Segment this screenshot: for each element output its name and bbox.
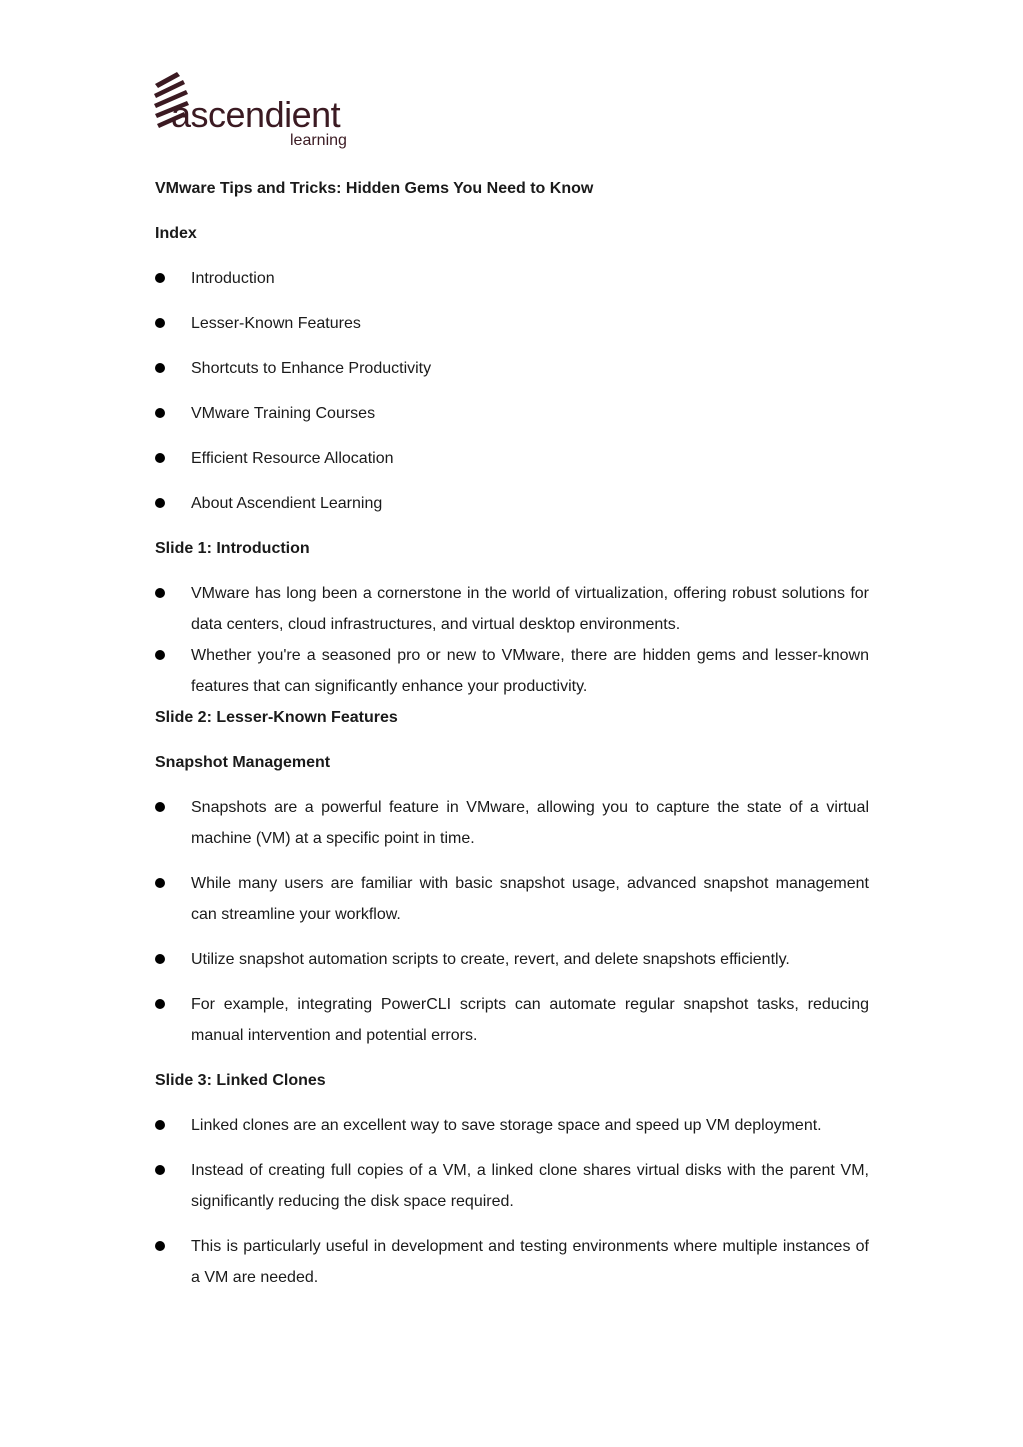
bullet-icon [155,954,165,964]
logo-mark [153,70,353,152]
bullet-icon [155,878,165,888]
list-item [155,792,869,854]
index-list [155,263,869,519]
list-item [155,640,869,702]
list-item [155,578,869,640]
slide2-heading: Slide 2: Lesser-Known Features [155,709,398,726]
list-item-text: Introduction [191,270,275,287]
slide1-heading: Slide 1: Introduction [155,540,310,557]
list-item [155,443,869,474]
list-item [155,353,869,384]
list-item-text: Snapshots are a powerful feature in VMware, allowing you to capture the state of a virtual machine (VM) at a specific point in time. [191,799,869,847]
bullet-icon [155,999,165,1009]
list-item [155,989,869,1051]
list-item-text: While many users are familiar with basic snapshot usage, advanced snapshot management can streamline your workflow. [191,875,869,923]
logo-brand-text: ascendient [171,94,341,135]
index-heading: Index [155,225,197,242]
bullet-icon [155,318,165,328]
bullet-icon [155,408,165,418]
list-item-text: Efficient Resource Allocation [191,450,394,467]
bullet-icon [155,1165,165,1175]
bullet-icon [155,363,165,373]
list-item-text: Utilize snapshot automation scripts to create, revert, and delete snapshots efficiently. [191,951,790,968]
bullet-icon [155,453,165,463]
list-item-text: About Ascendient Learning [191,495,383,512]
list-item-text: This is particularly useful in development and testing environments where multiple instances of a VM are needed. [191,1238,869,1286]
list-item-text: Whether you're a seasoned pro or new to VMware, there are hidden gems and lesser-known features that can significantly enhance your productivity. [191,647,869,695]
document-title: VMware Tips and Tricks: Hidden Gems You Need to Know [155,180,594,197]
list-item-text: VMware has long been a cornerstone in the world of virtualization, offering robust solutions for data centers, cloud infrastructures, and virtual desktop environments. [191,585,869,633]
bullet-icon [155,802,165,812]
bullet-icon [155,1120,165,1130]
list-item [155,488,869,519]
bullet-icon [155,1241,165,1251]
list-item [155,398,869,429]
list-item-text: VMware Training Courses [191,405,376,422]
slide3-list [155,1110,869,1293]
list-item [155,263,869,294]
bullet-icon [155,273,165,283]
slide2-subheading: Snapshot Management [155,754,331,771]
list-item [155,1231,869,1293]
list-item [155,944,869,975]
bullet-icon [155,588,165,598]
list-item-text: Shortcuts to Enhance Productivity [191,360,432,377]
bullet-icon [155,498,165,508]
logo-sub-text: learning [290,132,347,149]
list-item-text: For example, integrating PowerCLI scripts can automate regular snapshot tasks, reducing manual intervention and potential errors. [191,996,869,1044]
list-item-text: Instead of creating full copies of a VM, a linked clone shares virtual disks with the parent VM, significantly reducing the disk space required. [191,1162,869,1210]
document-body [155,173,869,1307]
list-item [155,1155,869,1217]
slide3-heading: Slide 3: Linked Clones [155,1072,326,1089]
slide1-list [155,578,869,702]
bullet-icon [155,650,165,660]
list-item [155,308,869,339]
list-item [155,868,869,930]
slide2-list [155,792,869,1051]
ascendient-learning-logo [153,70,353,152]
list-item-text: Lesser-Known Features [191,315,361,332]
list-item-text: Linked clones are an excellent way to save storage space and speed up VM deployment. [191,1117,822,1134]
list-item [155,1110,869,1141]
